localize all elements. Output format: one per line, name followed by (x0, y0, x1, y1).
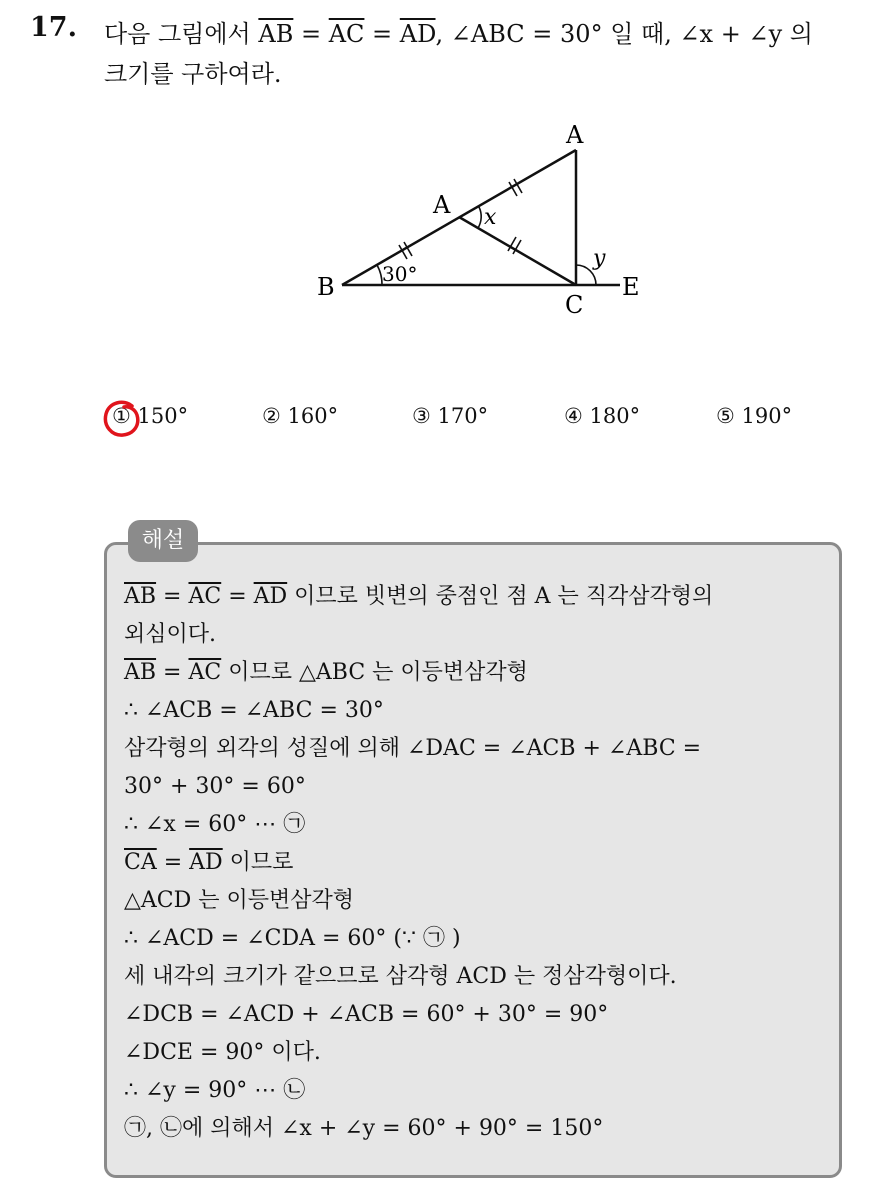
equals-sign: = (156, 660, 189, 685)
solution-line-3 (124, 654, 824, 692)
solution-line-5: 삼각형의 외각의 성질에 의해 ∠DAC = ∠ACB + ∠ABC = (124, 736, 702, 761)
choice-5-mark: ⑤ (716, 404, 735, 428)
solution-line-11: 세 내각의 크기가 같으므로 삼각형 ACD 는 정삼각형이다. (124, 964, 677, 989)
choice-1-value: 150° (137, 404, 189, 428)
question-line-1 (104, 14, 864, 54)
choice-4-value: 180° (589, 404, 641, 428)
geometry-figure (300, 110, 680, 330)
question-line-2: 크기를 구하여라. (104, 60, 282, 88)
equals-sign: = (364, 20, 400, 48)
selected-answer-circle-icon (102, 398, 142, 440)
segment-ab: $\overline{AB}$ (124, 660, 157, 685)
solution-line-1-rest: 이므로 빗변의 중점인 점 A 는 직각삼각형의 (287, 584, 714, 609)
choice-2-value: 160° (287, 404, 339, 428)
question-text-end: , ∠ABC = 30° 일 때, ∠x + ∠y 의 (435, 20, 813, 48)
answer-choices (108, 404, 848, 444)
question-number: 17. (30, 12, 77, 43)
solution-line-15: ㉠, ㉡에 의해서 ∠x + ∠y = 60° + 90° = 150° (124, 1116, 604, 1141)
segment-ac: $\overline{AC}$ (328, 20, 365, 48)
segment-ac: $\overline{AC}$ (188, 584, 222, 609)
segment-dc (459, 217, 576, 285)
segment-ad: $\overline{AD}$ (253, 584, 288, 609)
choice-2[interactable] (262, 404, 338, 428)
choice-1-mark: ① (112, 404, 131, 428)
segment-ad: $\overline{AD}$ (399, 20, 436, 48)
equals-sign: = (156, 584, 189, 609)
solution-badge: 해설 (128, 520, 198, 562)
segment-ab: $\overline{AB}$ (124, 584, 157, 609)
choice-4[interactable] (564, 404, 640, 428)
solution-line-13: ∠DCE = 90° 이다. (124, 1040, 321, 1065)
angle-arc-x (478, 207, 481, 228)
question-text (104, 14, 864, 94)
solution-line-8-rest: 이므로 (222, 850, 294, 875)
segment-ac: $\overline{AC}$ (188, 660, 222, 685)
choice-5[interactable] (716, 404, 792, 428)
solution-line-10: ∴ ∠ACD = ∠CDA = 60° (∵ ㉠ ) (124, 926, 461, 951)
solution-line-2: 외심이다. (124, 622, 217, 647)
solution-line-4: ∴ ∠ACB = ∠ABC = 30° (124, 698, 384, 723)
label-e: E (622, 273, 640, 301)
label-a-mid: A (433, 191, 451, 219)
label-x: x (484, 205, 497, 230)
choice-3-mark: ③ (412, 404, 431, 428)
label-y: y (593, 246, 606, 271)
solution-line-7: ∴ ∠x = 60° ⋯ ㉠ (124, 812, 306, 837)
solution-line-12: ∠DCB = ∠ACD + ∠ACB = 60° + 30° = 90° (124, 1002, 609, 1027)
segment-ad: $\overline{AD}$ (189, 850, 223, 875)
choice-3-value: 170° (437, 404, 489, 428)
equals-sign: = (156, 850, 190, 875)
segment-ca: $\overline{CA}$ (124, 850, 157, 875)
choice-2-mark: ② (262, 404, 281, 428)
solution-line-3-rest: 이므로 △ABC 는 이등변삼각형 (221, 660, 528, 685)
choice-3[interactable] (412, 404, 488, 428)
equals-sign: = (221, 584, 254, 609)
solution-line-9: △ACD 는 이등변삼각형 (124, 888, 355, 913)
solution-line-6: 30° + 30° = 60° (124, 774, 306, 799)
segment-ab: $\overline{AB}$ (258, 20, 294, 48)
label-c: C (565, 291, 584, 319)
solution-line-14: ∴ ∠y = 90° ⋯ ㉡ (124, 1078, 306, 1103)
choice-4-mark: ④ (564, 404, 583, 428)
question-text-start: 다음 그림에서 (104, 20, 259, 48)
equals-sign: = (293, 20, 329, 48)
label-b: B (317, 273, 335, 301)
solution-line-1 (124, 578, 824, 616)
label-a-top: A (566, 121, 584, 149)
solution-text (124, 578, 824, 1148)
choice-5-value: 190° (741, 404, 793, 428)
label-30-degrees: 30° (382, 262, 418, 286)
solution-line-8 (124, 844, 824, 882)
